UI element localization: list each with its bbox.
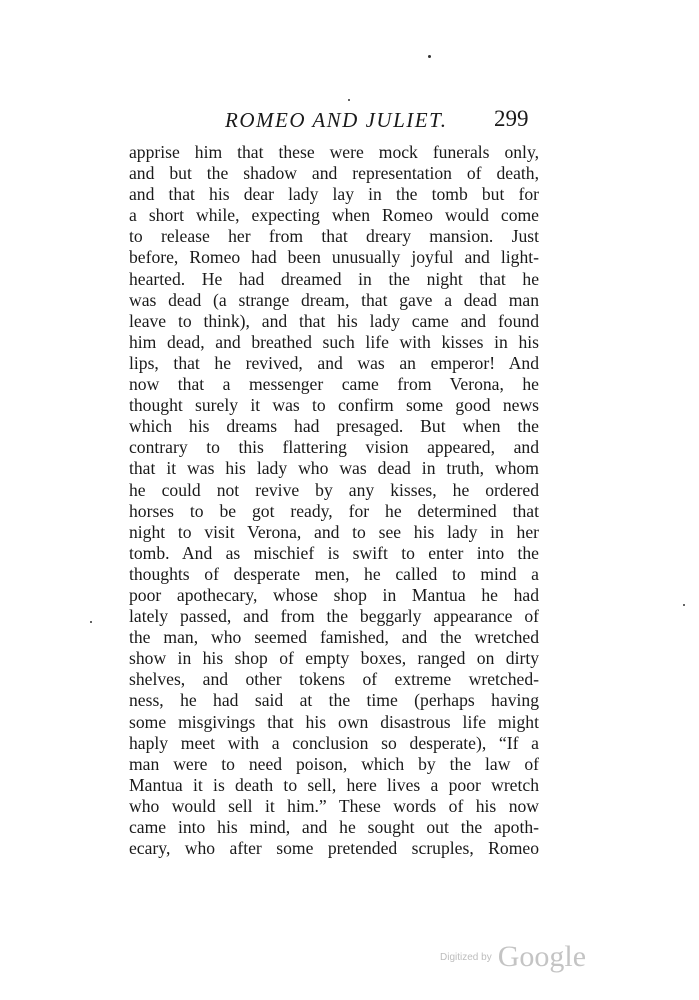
text-line: poor apothecary, whose shop in Mantua he had <box>129 584 539 605</box>
text-line: that it was his lady who was dead in truth, whom <box>129 458 539 479</box>
text-line: he could not revive by any kisses, he ordered <box>129 479 539 500</box>
text-line: a short while, expecting when Romeo would come <box>129 205 539 226</box>
text-line: lately passed, and from the beggarly appearance of <box>129 606 539 627</box>
text-line: haply meet with a conclusion so desperate), “If a <box>129 732 539 753</box>
running-title: ROMEO AND JULIET. <box>225 108 448 132</box>
text-line: thought surely it was to confirm some good news <box>129 395 539 416</box>
scan-speck <box>428 55 431 58</box>
text-line: tomb. And as mischief is swift to enter into the <box>129 542 539 563</box>
text-line: was dead (a strange dream, that gave a dead man <box>129 289 539 310</box>
scan-speck <box>348 99 350 101</box>
scan-speck <box>683 604 685 606</box>
text-line: ness, he had said at the time (perhaps having <box>129 690 539 711</box>
text-line: which his dreams had presaged. But when the <box>129 416 539 437</box>
text-line: Mantua it is death to sell, here lives a poor wretch <box>129 774 539 795</box>
text-line: to release her from that dreary mansion. Just <box>129 226 539 247</box>
text-line: him dead, and breathed such life with kisses in his <box>129 331 539 352</box>
text-line: the man, who seemed famished, and the wretched <box>129 627 539 648</box>
text-line: and but the shadow and representation of death, <box>129 163 539 184</box>
text-line: hearted. He had dreamed in the night that he <box>129 268 539 289</box>
text-line: shelves, and other tokens of extreme wretched- <box>129 669 539 690</box>
text-line: came into his mind, and he sought out the apoth- <box>129 817 539 837</box>
text-line: now that a messenger came from Verona, he <box>129 374 539 395</box>
text-line: thoughts of desperate men, he called to mind a <box>129 563 539 584</box>
text-line: who would sell it him.” These words of his now <box>129 795 539 816</box>
watermark-prefix: Digitized by <box>440 951 492 963</box>
text-line: lips, that he revived, and was an emperor! And <box>129 352 539 373</box>
page-header <box>0 106 699 138</box>
page-number: 299 <box>494 106 529 131</box>
text-line: contrary to this flattering vision appeared, and <box>129 437 539 458</box>
text-line: horses to be got ready, for he determined that <box>129 500 539 521</box>
google-logo: Google <box>497 940 587 973</box>
text-line: man were to need poison, which by the law of <box>129 753 539 774</box>
text-line: ecary, who after some pretended scruples, Romeo <box>129 838 539 859</box>
digitized-by-google-watermark <box>440 940 586 974</box>
scan-speck <box>90 621 92 623</box>
text-line: some misgivings that his own disastrous life might <box>129 711 539 732</box>
text-line: night to visit Verona, and to see his lady in her <box>129 521 539 542</box>
body-text <box>129 142 539 859</box>
text-line: show in his shop of empty boxes, ranged on dirty <box>129 648 539 669</box>
text-line: and that his dear lady lay in the tomb but for <box>129 184 539 205</box>
text-line: apprise him that these were mock funerals only, <box>129 142 539 162</box>
text-line: before, Romeo had been unusually joyful and light- <box>129 247 539 268</box>
text-line: leave to think), and that his lady came and found <box>129 310 539 331</box>
